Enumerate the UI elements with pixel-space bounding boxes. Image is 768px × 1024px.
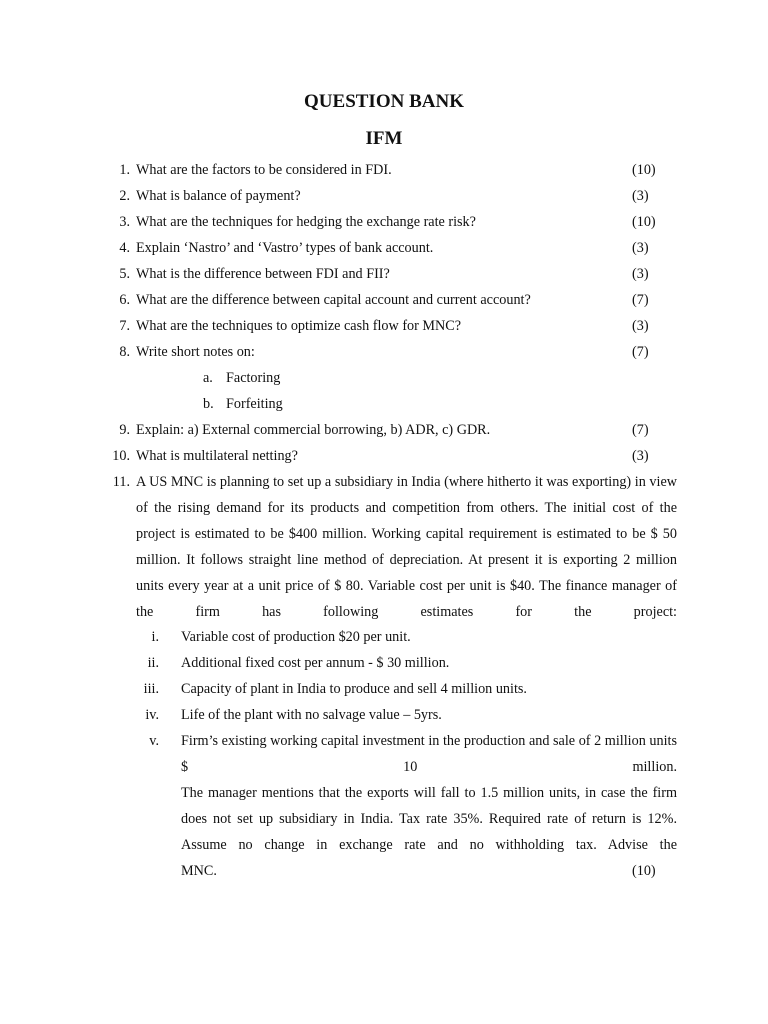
question-marks: (3) (632, 266, 649, 282)
roman-item-label: iii. (143, 681, 159, 697)
question-marks: (3) (632, 448, 649, 464)
question-10 (0, 445, 768, 467)
question-marks: (7) (632, 344, 649, 360)
question-marks: (7) (632, 292, 649, 308)
question-8 (0, 341, 768, 363)
question-text: What is multilateral netting? (136, 448, 298, 464)
question-number: 8. (119, 344, 130, 360)
roman-item-label: v. (149, 733, 159, 749)
question-11-closing: The manager mentions that the exports will fall to 1.5 million units, in case the firm does not set up subsidiary in India. Tax rate 35%. Required rate of return is 12%. Assume no change in exchange rate and no withholding tax. Advise the (181, 785, 677, 853)
roman-item-label: ii. (147, 655, 159, 671)
question-number: 7. (119, 318, 130, 334)
roman-item-label: i. (151, 629, 159, 645)
question-marks: (3) (632, 318, 649, 334)
question-11-intro: A US MNC is planning to set up a subsidiary in India (where hitherto it was exporting) in view of the rising demand for its products and competition from others. The initial cost of the project is estimated to be $400 million. Working capital requirement is estimated to be $ 50 million. It follows straight line method of depreciation. At present it is exporting 2 million units every year at a unit price of $ 80. Variable cost per unit is $40. The finance manager of the firm has following estimates for the project: (136, 474, 677, 620)
closing-last-word: MNC. (181, 863, 217, 879)
question-6 (0, 289, 768, 311)
question-number: 4. (119, 240, 130, 256)
roman-item (0, 652, 768, 674)
question-text: What are the techniques for hedging the exchange rate risk? (136, 214, 476, 230)
roman-item-text: Firm’s existing working capital investment in the production and sale of 2 million units $ 10 million. (181, 733, 677, 775)
roman-item-text: Life of the plant with no salvage value – 5yrs. (181, 707, 442, 723)
question-text: What are the difference between capital account and current account? (136, 292, 531, 308)
question-5 (0, 263, 768, 285)
roman-item (0, 704, 768, 726)
question-number: 2. (119, 188, 130, 204)
page-subtitle: IFM (365, 128, 403, 149)
question-number: 3. (119, 214, 130, 230)
question-number: 1. (119, 162, 130, 178)
question-marks: (3) (632, 188, 649, 204)
question-text: What is balance of payment? (136, 188, 301, 204)
sub-item (0, 367, 768, 389)
question-number: 6. (119, 292, 130, 308)
question-text: What are the techniques to optimize cash flow for MNC? (136, 318, 462, 334)
sub-item-text: Forfeiting (226, 396, 283, 412)
question-number: 11. (112, 474, 130, 490)
sub-item-text: Factoring (226, 370, 281, 386)
question-7 (0, 315, 768, 337)
question-11-final-row (0, 860, 768, 882)
question-text: What is the difference between FDI and FII? (136, 266, 390, 282)
question-9 (0, 419, 768, 441)
question-number: 9. (119, 422, 130, 438)
question-marks: (10) (632, 214, 656, 230)
roman-item-text: Capacity of plant in India to produce and sell 4 million units. (181, 681, 527, 697)
question-1 (0, 159, 768, 181)
roman-item-text: Variable cost of production $20 per unit. (181, 629, 411, 645)
question-text: Write short notes on: (136, 344, 255, 360)
question-marks: (3) (632, 240, 649, 256)
sub-item (0, 393, 768, 415)
question-marks: (10) (632, 863, 656, 879)
question-marks: (7) (632, 422, 649, 438)
question-marks: (10) (632, 162, 656, 178)
page-title: QUESTION BANK (304, 91, 464, 112)
question-4 (0, 237, 768, 259)
sub-item-label: a. (203, 370, 213, 386)
roman-item (0, 678, 768, 700)
question-text: Explain ‘Nastro’ and ‘Vastro’ types of bank account. (136, 240, 434, 256)
question-3 (0, 211, 768, 233)
sub-item-label: b. (203, 396, 214, 412)
question-number: 10. (112, 448, 130, 464)
roman-item-label: iv. (145, 707, 159, 723)
question-number: 5. (119, 266, 130, 282)
question-2 (0, 185, 768, 207)
roman-item-text: Additional fixed cost per annum - $ 30 million. (181, 655, 450, 671)
question-text: What are the factors to be considered in FDI. (136, 162, 392, 178)
roman-item (0, 626, 768, 648)
question-text: Explain: a) External commercial borrowing, b) ADR, c) GDR. (136, 422, 491, 438)
